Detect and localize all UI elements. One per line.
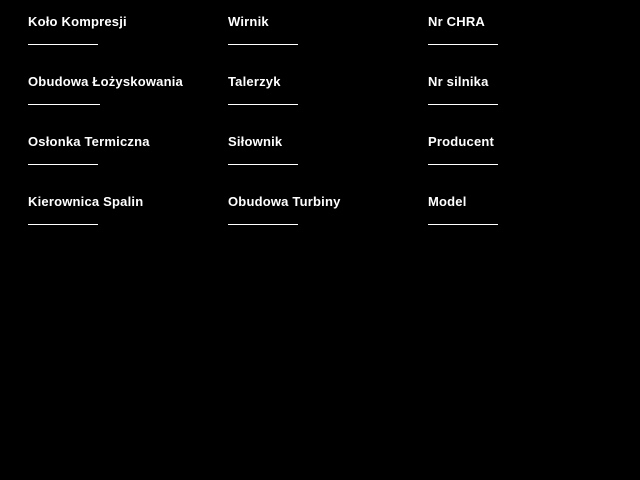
field-label: Obudowa Turbiny <box>228 194 341 209</box>
field-underline[interactable] <box>28 224 98 225</box>
field-obudowa-lozyskowania[interactable] <box>28 74 228 134</box>
field-underline[interactable] <box>228 44 298 45</box>
field-label: Kierownica Spalin <box>28 194 144 209</box>
field-underline[interactable] <box>228 104 298 105</box>
field-underline[interactable] <box>428 44 498 45</box>
field-underline[interactable] <box>28 44 98 45</box>
field-label: Obudowa Łożyskowania <box>28 74 183 89</box>
field-underline[interactable] <box>28 104 100 105</box>
field-kolo-kompresji[interactable] <box>28 14 228 74</box>
field-talerzyk[interactable] <box>228 74 428 134</box>
field-underline[interactable] <box>28 164 98 165</box>
field-obudowa-turbiny[interactable] <box>228 194 428 254</box>
field-producent[interactable] <box>428 134 628 194</box>
field-underline[interactable] <box>228 224 298 225</box>
field-label: Wirnik <box>228 14 269 29</box>
field-label: Model <box>428 194 467 209</box>
field-label: Nr silnika <box>428 74 489 89</box>
field-label: Siłownik <box>228 134 283 149</box>
field-underline[interactable] <box>428 224 498 225</box>
field-label: Talerzyk <box>228 74 281 89</box>
field-underline[interactable] <box>228 164 298 165</box>
field-label: Producent <box>428 134 495 149</box>
field-label: Nr CHRA <box>428 14 486 29</box>
field-silownik[interactable] <box>228 134 428 194</box>
field-label: Osłonka Termiczna <box>28 134 150 149</box>
field-nr-silnika[interactable] <box>428 74 628 134</box>
field-kierownica-spalin[interactable] <box>28 194 228 254</box>
field-nr-chra[interactable] <box>428 14 628 74</box>
field-wirnik[interactable] <box>228 14 428 74</box>
field-underline[interactable] <box>428 164 498 165</box>
field-label: Koło Kompresji <box>28 14 127 29</box>
field-underline[interactable] <box>428 104 498 105</box>
field-oslonka-termiczna[interactable] <box>28 134 228 194</box>
field-model[interactable] <box>428 194 628 254</box>
